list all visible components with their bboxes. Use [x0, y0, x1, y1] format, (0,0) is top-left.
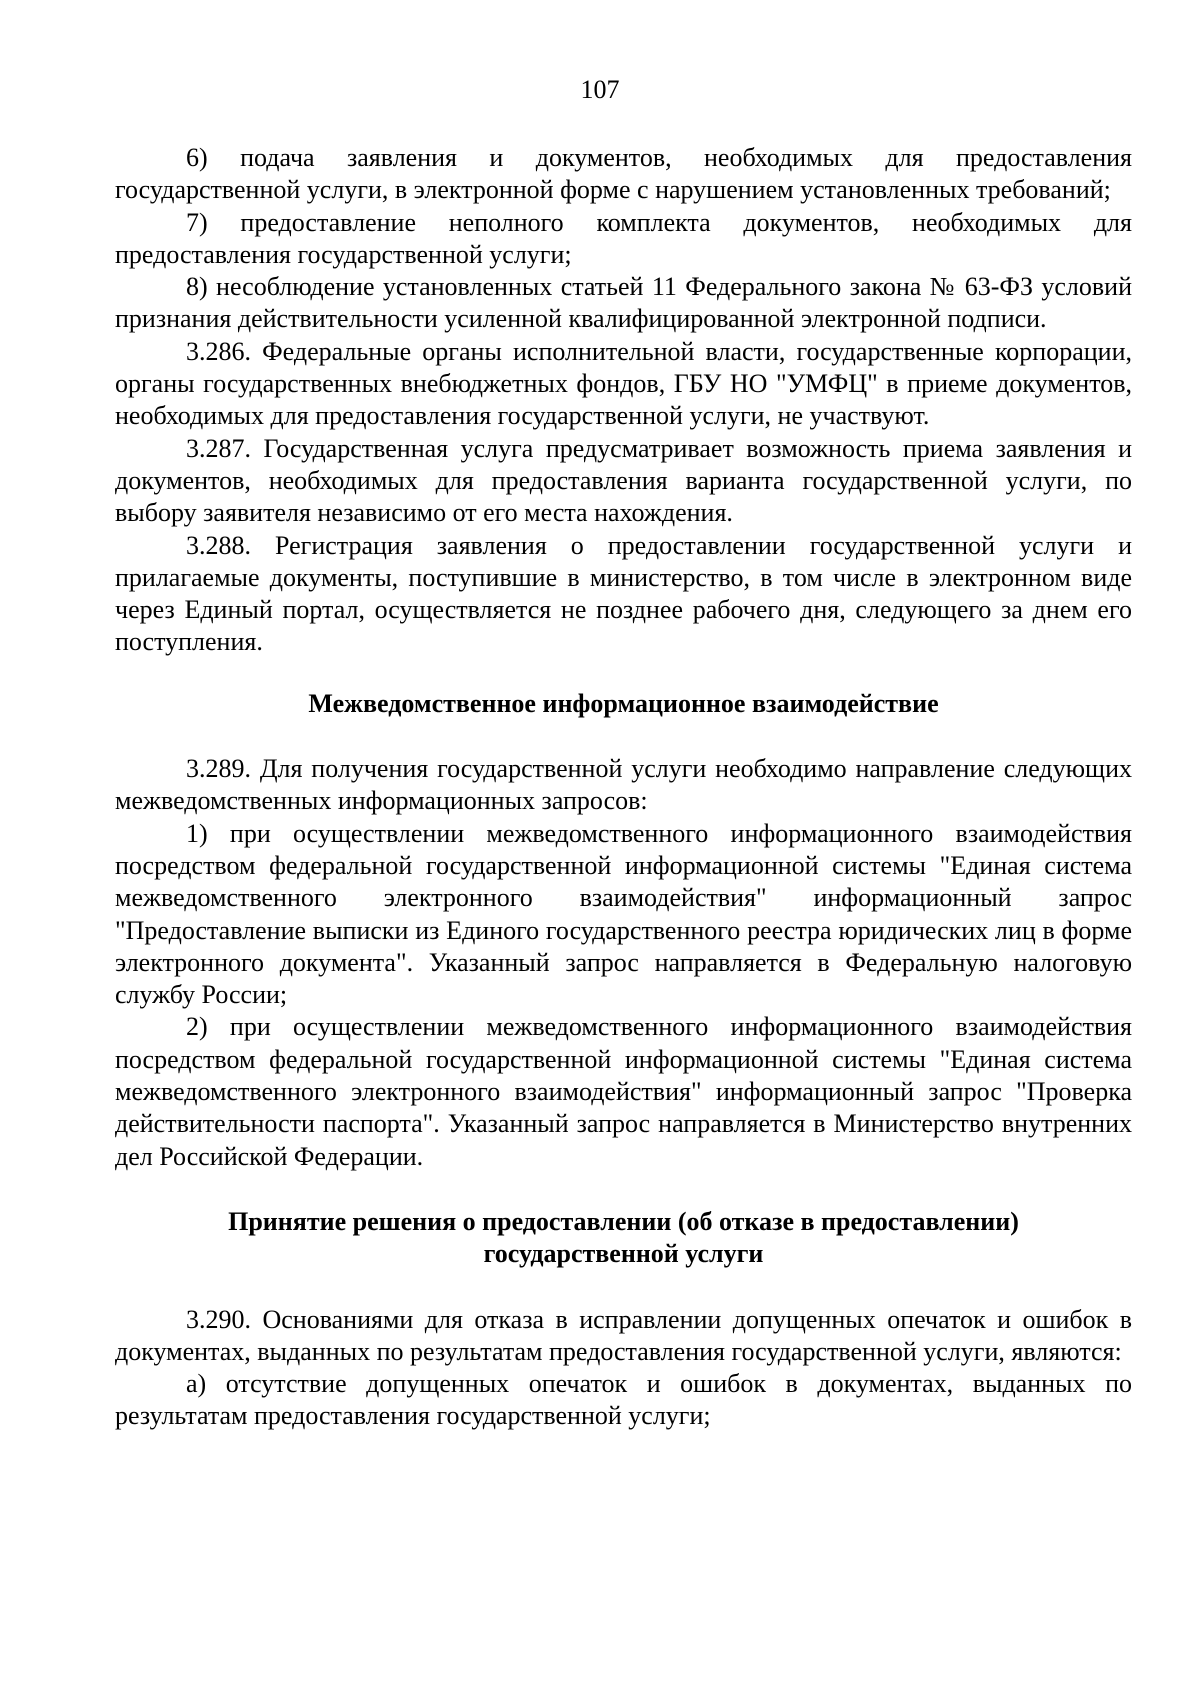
paragraph-item-8: 8) несоблюдение установленных статьей 11 Федерального закона № 63-ФЗ условий признания действительности усиленной квалифицированной электронной подписи. [115, 272, 1132, 334]
section-heading-decision-line-2: государственной услуги [483, 1239, 764, 1269]
paragraph-request-1: 1) при осуществлении межведомственного информационного взаимодействия посредством федеральной государственной информационной системы "Единая система межведомственного электронного взаимодействия" информационный запрос "Предоставление выписки из Единого государственного реестра юридических лиц в форме электронного документа". Указанный запрос направляется в Федеральную налоговую службу России; [115, 818, 1132, 1010]
paragraph-item-7: 7) предоставление неполного комплекта документов, необходимых для предоставления государственной услуги; [115, 207, 1132, 269]
paragraph-3-288: 3.288. Регистрация заявления о предоставлении государственной услуги и прилагаемые документы, поступившие в министерство, в том числе в электронном виде через Единый портал, осуществляется не позднее рабочего дня, следующего за днем его поступления. [115, 530, 1132, 657]
page-number: 107 [580, 75, 620, 104]
document-body [115, 142, 1132, 1433]
section-heading-decision [115, 1206, 1132, 1271]
section-heading-interagency: Межведомственное информационное взаимодействие [308, 688, 939, 718]
section-heading-decision-line-1: Принятие решения о предоставлении (об отказе в предоставлении) [228, 1206, 1019, 1236]
paragraph-request-2: 2) при осуществлении межведомственного информационного взаимодействия посредством федеральной государственной информационной системы "Единая система межведомственного электронного взаимодействия" информационный запрос "Проверка действительности паспорта". Указанный запрос направляется в Министерство внутренних дел Российской Федерации. [115, 1012, 1132, 1171]
paragraph-3-290: 3.290. Основаниями для отказа в исправлении допущенных опечаток и ошибок в документах, выданных по результатам предоставления государственной услуги, являются: [115, 1304, 1132, 1366]
paragraph-item-a: а) отсутствие допущенных опечаток и ошибок в документах, выданных по результатам предоставления государственной услуги; [115, 1369, 1132, 1431]
paragraph-item-6: 6) подача заявления и документов, необходимых для предоставления государственной услуги, в электронной форме с нарушением установленных требований; [115, 143, 1132, 205]
paragraph-3-286: 3.286. Федеральные органы исполнительной власти, государственные корпорации, органы государственных внебюджетных фондов, ГБУ НО "УМФЦ" в приеме документов, необходимых для предоставления государственной услуги, не участвуют. [115, 336, 1132, 431]
paragraph-3-287: 3.287. Государственная услуга предусматривает возможность приема заявления и документов, необходимых для предоставления варианта государственной услуги, по выбору заявителя независимо от его места нахождения. [115, 433, 1132, 528]
paragraph-3-289: 3.289. Для получения государственной услуги необходимо направление следующих межведомственных информационных запросов: [115, 754, 1132, 816]
